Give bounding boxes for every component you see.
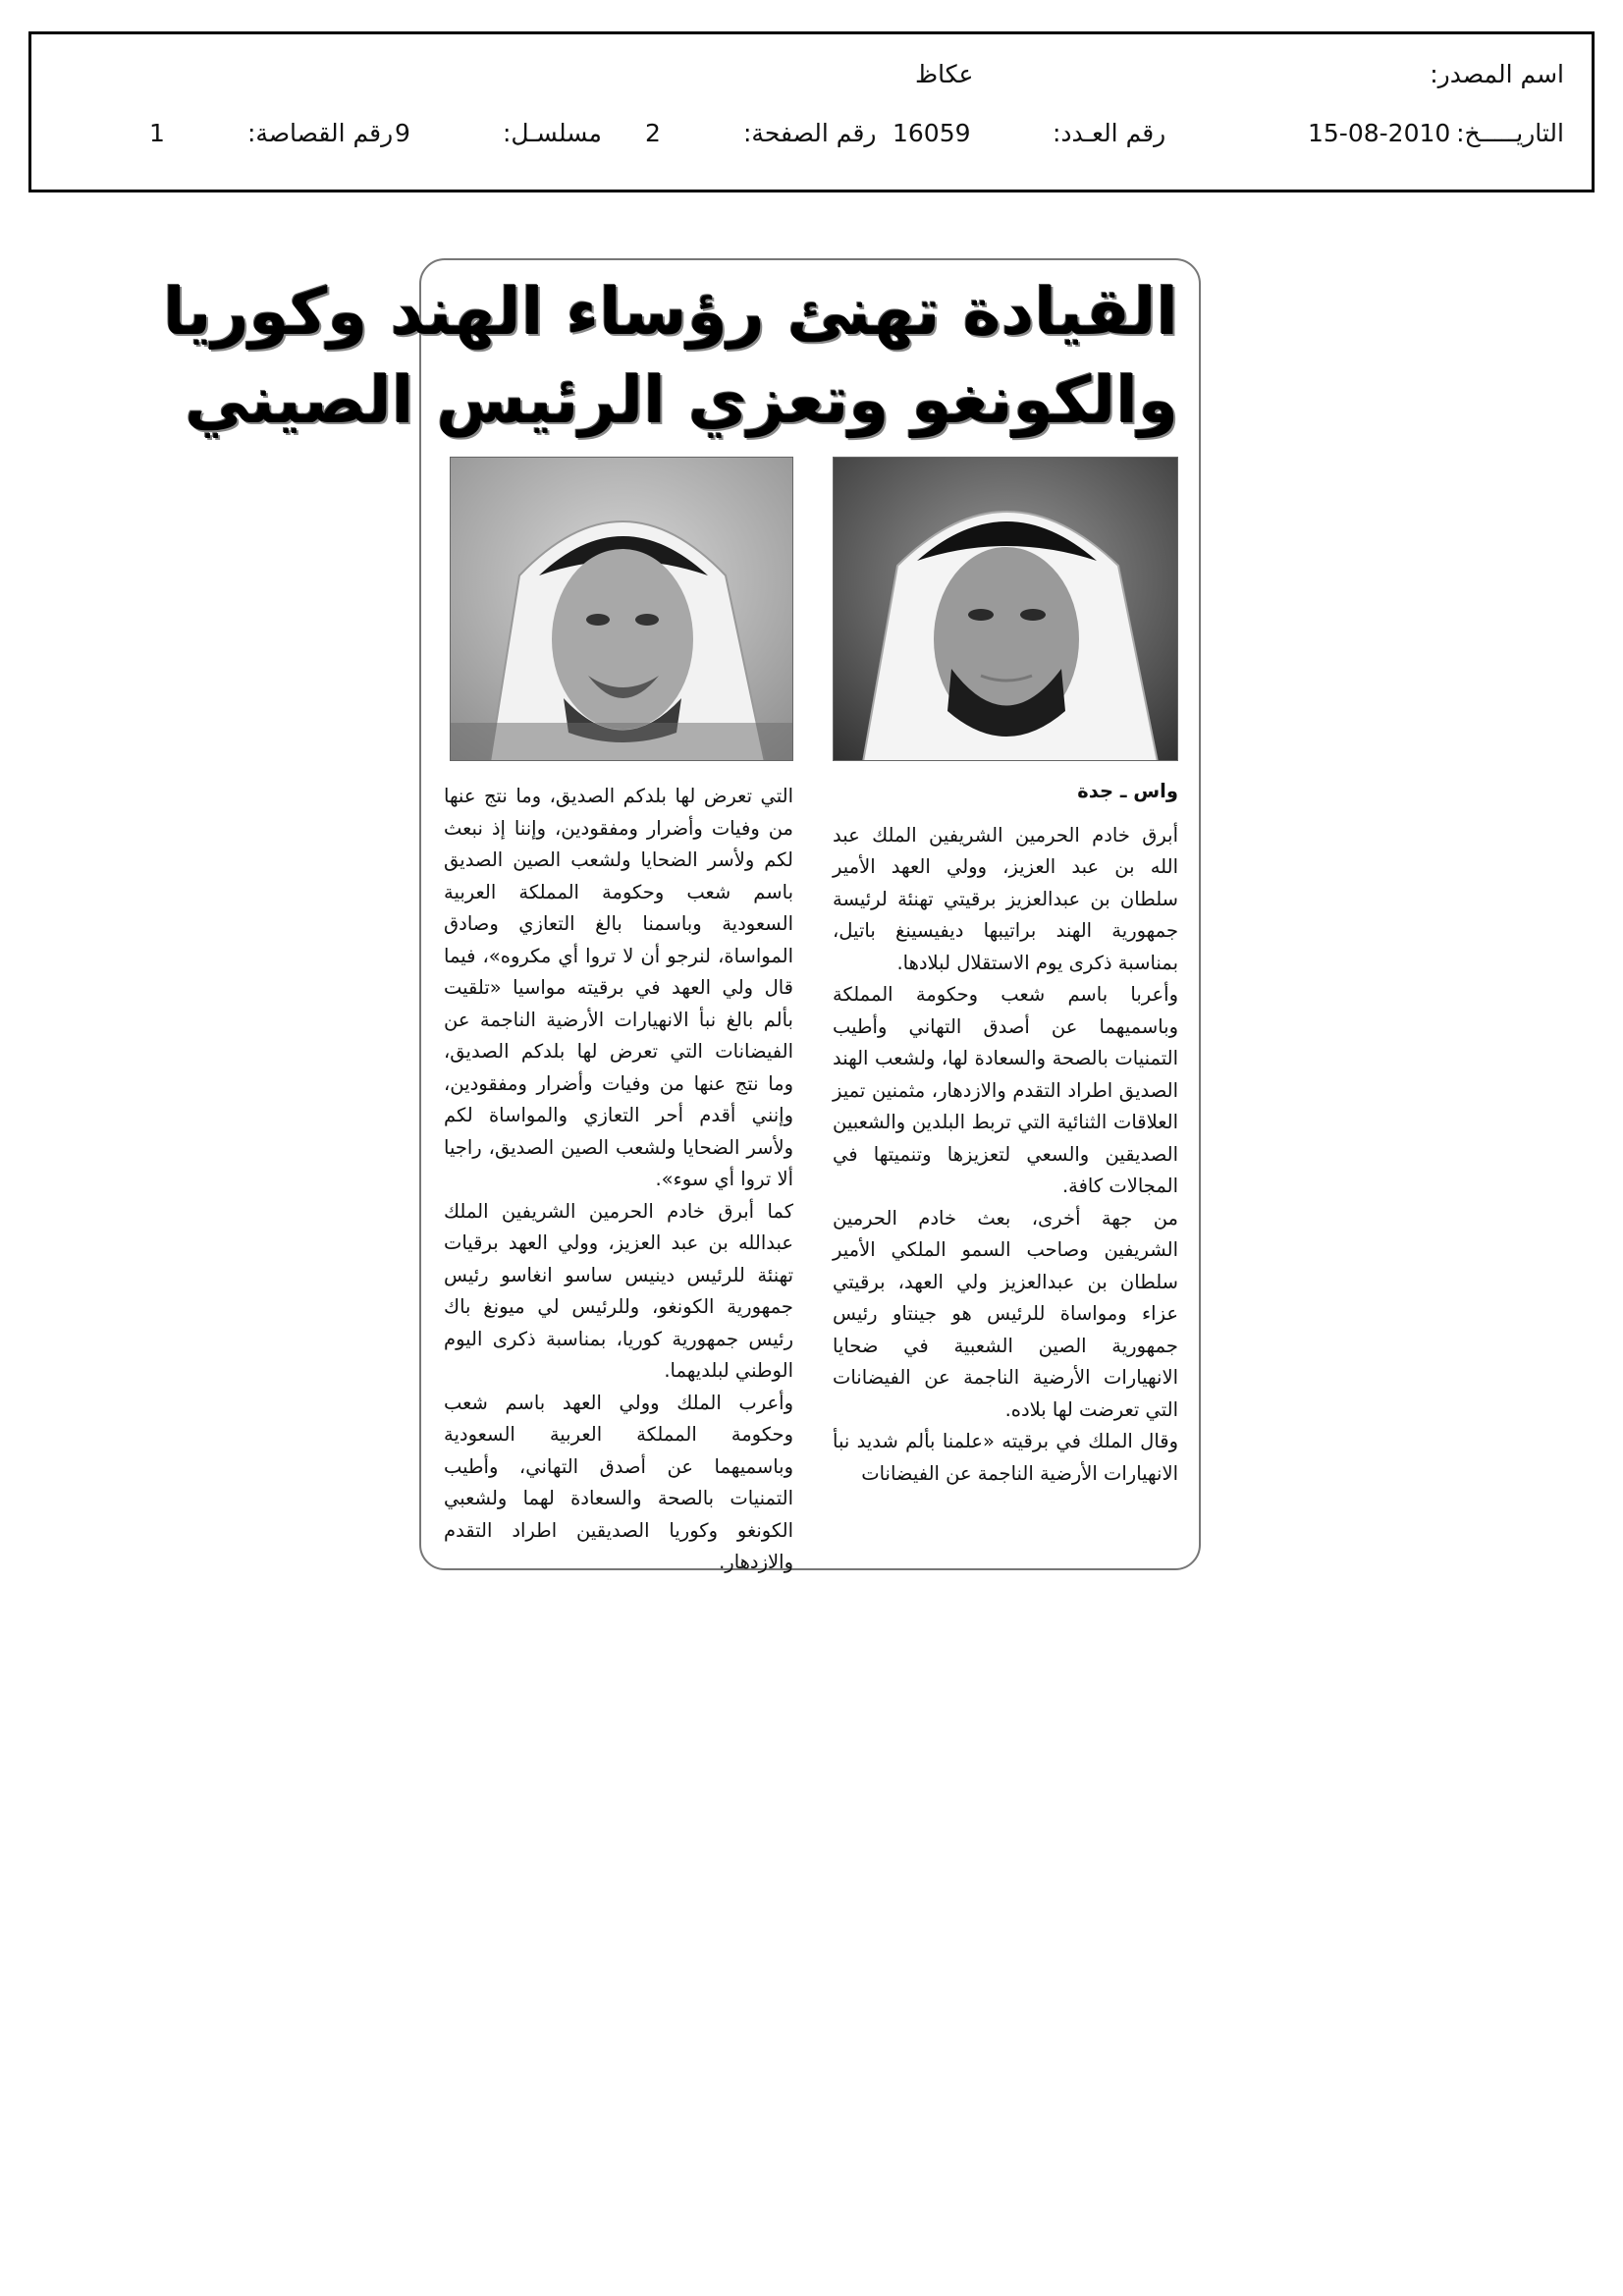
paragraph: وقال الملك في برقيته «علمنا بألم شديد نبأ الانهيارات الأرضية الناجمة عن الفيضانات <box>833 1430 1178 1485</box>
paragraph: من جهة أخرى، بعث خادم الحرمين الشريفين وصاحب السمو الملكي الأمير سلطان بن عبدالعزيز ولي العهد، برقيتي عزاء ومواساة للرئيس هو جينتاو رئيس جمهورية الصين الشعبية في ضحايا الانهيارات الأرضية الناجمة عن الفيضانات التي تعرضت لها بلاده. <box>833 1206 1178 1421</box>
paragraph: وأعربا باسم شعب وحكومة المملكة وباسميهما عن أصدق التهاني وأطيب التمنيات بالصحة والسعادة لها، ولشعب الهند الصديق اطراد التقدم والازدهار، مثمنين تميز العلاقات الثنائية التي تربط البلدين والشعبين الصديقين والسعي لتعزيزها وتنميتها في المجالات كافة. <box>833 983 1178 1197</box>
clip-value: 1 <box>149 119 165 147</box>
serial-label: مسلسـل: <box>503 119 602 147</box>
article-column-left <box>444 781 793 1579</box>
portrait-photo-right <box>833 457 1178 761</box>
issue-value: 16059 <box>893 119 971 147</box>
portrait-left-image <box>451 458 793 761</box>
source-value: عكاظ <box>915 60 974 88</box>
date-label: التاريـــــخ: <box>1456 119 1564 147</box>
paragraph: وأعرب الملك وولي العهد باسم شعب وحكومة المملكة العربية السعودية وباسميهما عن أصدق التهاني، وأطيب التمنيات بالصحة والسعادة لهما ولشعبي الكونغو وكوريا الصديقين اطراد التقدم والازدهار. <box>444 1391 793 1573</box>
paragraph: كما أبرق خادم الحرمين الشريفين الملك عبدالله بن عبد العزيز، وولي العهد برقيات تهنئة للرئيس دينيس ساسو انغاسو رئيس جمهورية الكونغو، وللرئيس لي ميونغ باك رئيس جمهورية كوريا، بمناسبة ذكرى اليوم الوطني لبلديهما. <box>444 1199 793 1382</box>
page-label: رقم الصفحة: <box>743 119 877 147</box>
headline-line-1: القيادة تهنئ رؤساء الهند وكوريا <box>163 274 1178 350</box>
issue-label: رقم العـدد: <box>1053 119 1166 147</box>
dateline: واس ـ جدة <box>1077 780 1178 802</box>
metadata-row-1 <box>31 60 1592 99</box>
article-column-right <box>833 776 1178 1490</box>
date-value: 15-08-2010 <box>1308 119 1451 147</box>
paragraph: التي تعرض لها بلدكم الصديق، وما نتج عنها من وفيات وأضرار ومفقودين، وإننا إذ نبعث لكم ولأسر الضحايا ولشعب الصين الصديق باسم شعب وحكومة المملكة العربية السعودية وباسمنا بالغ التعازي وصادق المواساة، لنرجو أن لا تروا أي مكروه»، فيما قال ولي العهد في برقيته مواسيا «تلقيت بألم بالغ نبأ الانهيارات الأرضية الناجمة عن الفيضانات التي تعرض لها بلدكم الصديق، وما نتج عنها من وفيات وأضرار ومفقودين، وإنني أقدم أحر التعازي والمواساة لكم ولأسر الضحايا ولشعب الصين الصديق، راجيا ألا تروا أي سوء». <box>444 785 793 1190</box>
portrait-photo-left <box>450 457 793 761</box>
headline-line-2: والكونغو وتعزي الرئيس الصيني <box>185 362 1178 438</box>
portrait-right-image <box>834 458 1178 761</box>
metadata-row-2 <box>31 119 1592 158</box>
clip-label: رقم القصاصة: <box>247 119 394 147</box>
serial-value: 9 <box>395 119 410 147</box>
paragraph: أبرق خادم الحرمين الشريفين الملك عبد الله بن عبد العزيز، وولي العهد الأمير سلطان بن عبدالعزيز برقيتي تهنئة لرئيسة جمهورية الهند براتيبها ديفيسينغ باتيل، بمناسبة ذكرى يوم الاستقلال لبلادها. <box>833 823 1178 974</box>
page-value: 2 <box>645 119 661 147</box>
metadata-box <box>28 31 1595 192</box>
source-label: اسم المصدر: <box>1430 60 1564 88</box>
